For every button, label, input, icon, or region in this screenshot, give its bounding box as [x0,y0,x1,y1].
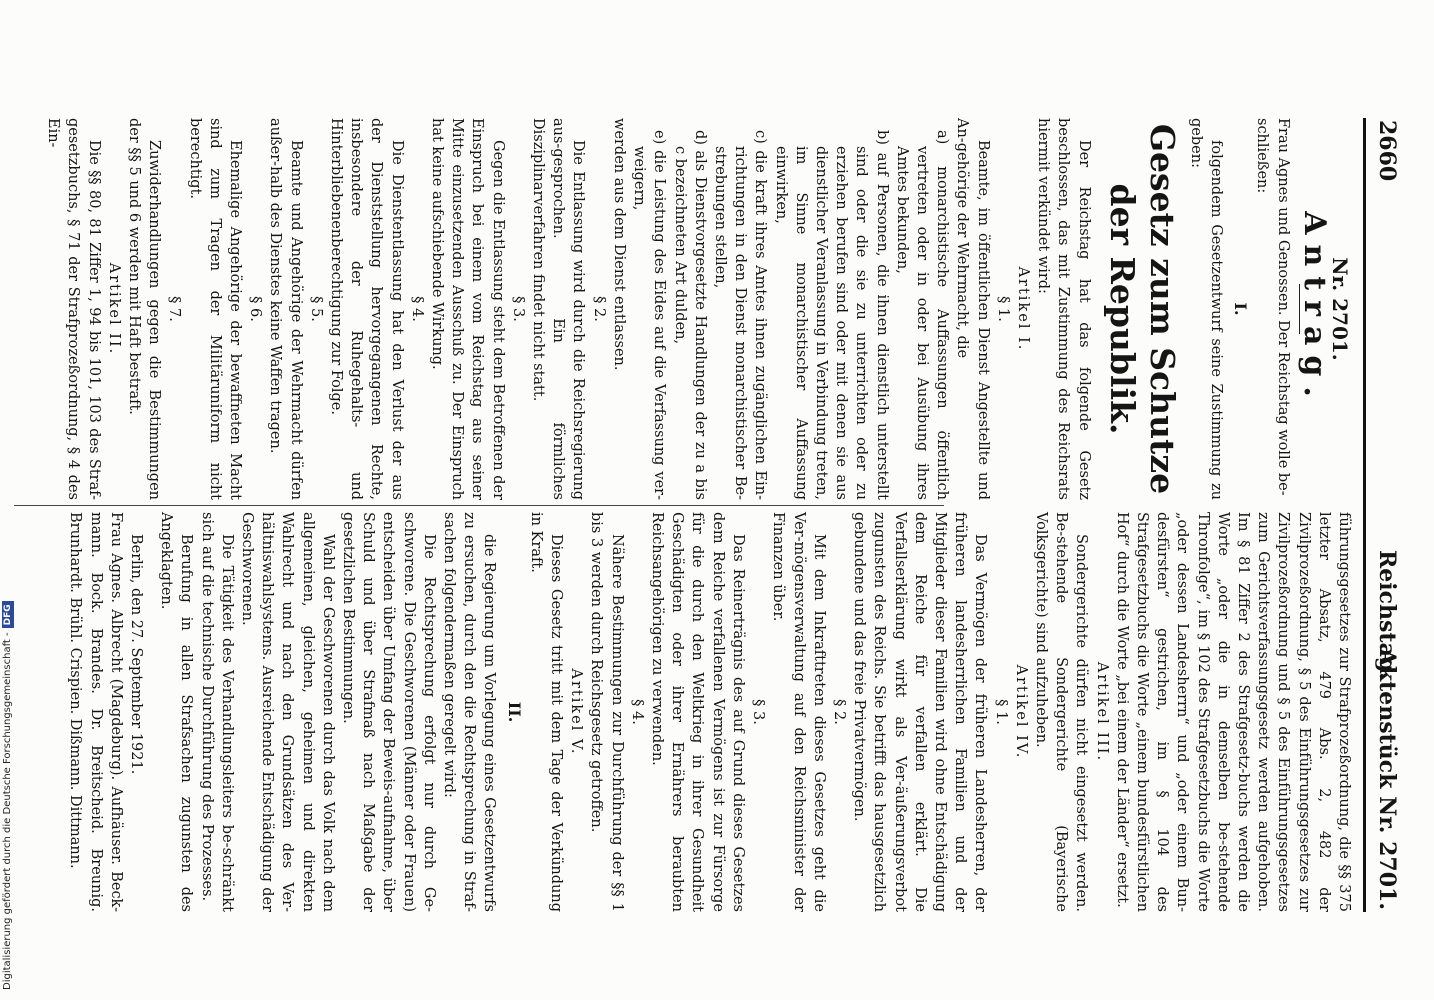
section-ii-point-3: Die Tätigkeit des Verhandlungsleiters be-schränkt sich auf die technische Durchführung des Prozesses. [198,512,235,912]
art4-para-2-heading: § 2. [830,699,847,725]
list-item-e: e) die Leistung des Eides auf die Verfassung ver-weigern, [631,130,668,500]
para-1-end: werden aus dem Dienst entlassen. [610,118,627,371]
art4-para-1-text: Das Vermögen der früheren Landesherren, der früheren landesherrlichen Familien und der Mitglieder dieser Familien wird ohne Entschädigung dem Reiche für verfallen erklärt. Die Verfallserklärung wirkt als Ver-äußerungsverbot zugunsten des Reichs. Sie betrifft das hausgesetzlich gebundene und das freie Privatvermögen. [851,512,989,912]
intro-line-2: schließen: [1254,118,1271,194]
header-rule [1363,118,1366,912]
para-6-heading: § 6. [247,296,264,322]
art4-para-3-text: Das Reinerträgnis des auf Grund dieses Gesetzes dem Reiche verfallenen Vermögens ist zur Fürsorge für die durch den Weltkrieg in ihrer Gesundheit Geschädigten oder ihrer Ernährers beraubten Reichsangehörigen zu verwenden. [649,512,746,912]
section-ii: II. [504,701,524,723]
article-5-heading: Artikel V. [568,668,585,756]
para-3-heading: § 3. [509,296,526,322]
art4-para-3-heading: § 3. [750,699,767,725]
para-6-text: Ehemalige Angehörige der bewaffneten Macht sind zum Tragen der Militäruniform nicht berechtigt. [186,118,244,500]
digitization-note [2,601,14,990]
preamble: Der Reichstag hat das folgende Gesetz beschlossen, das mit Zustimmung des Reichsrats hiermit verkündet wird: [1035,118,1092,500]
column-divider [14,505,944,506]
intro-2: folgendem Gesetzentwurf seine Zustimmung zu geben: [1187,118,1224,500]
right-column [65,512,1354,912]
section-ii-point-4: Berufung in allen Strafsachen zugunsten des Angeklagten. [158,512,195,912]
para-3-text: Gegen die Entlassung steht dem Betroffenen der Einspruch bei einem vom Reichstag aus seiner Mitte einzusetzenden Ausschuß zu. Der Einspruch hat keine aufschiebende Wirkung. [429,118,506,500]
para-2-text: Die Entlassung wird durch die Reichsregierung aus-gesprochen. Ein förmliches Disziplinarverfahren findet nicht statt. [530,118,587,500]
para-5-heading: § 5. [307,296,324,322]
page-header [1370,120,1400,910]
art4-para-4-heading: § 4. [628,699,645,725]
list-item-c: c) die kraft ihres Amtes ihnen zugänglichen Ein-richtungen in den Dienst monarchistischer Be-strebungen stellen, [711,130,769,500]
page-number: 2660 [1374,120,1400,182]
article-1-heading: Artikel I. [1014,266,1031,352]
intro-line-1: Frau Agnes und Genossen. Der Reichstag wolle be- [1274,118,1291,496]
para-1-heading: § 1. [994,296,1011,322]
article-2-text: Die §§ 80, 81 Ziffer 1, 94 bis 101, 103 des Straf-gesetzbuchs, § 71 der Strafprozeßordnung, § 4 des Ein- [45,118,102,500]
para-7-text: Zuwiderhandlungen gegen die Bestimmungen der §§ 5 und 6 werden mit Haft bestraft. [126,118,163,500]
art4-para-2-text: Mit dem Inkrafttreten dieses Gesetzes geht die Ver-mögensverwaltung auf den Reichsminister der Finanzen über. [770,512,827,912]
art4-para-4-text: Nähere Bestimmungen zur Durchführung der §§ 1 bis 3 werden durch Reichsgesetz getroffen. [588,512,625,912]
header-center: Reichstag. [1374,550,1400,680]
article-5-text: Dieses Gesetz tritt mit dem Tage der Verkündung in Kraft. [527,512,565,912]
para-4-heading: § 4. [408,296,425,322]
art4-para-1-heading: § 1. [992,699,1009,725]
date-line: Berlin, den 27. September 1921. [128,534,145,775]
list-item-d: d) als Dienstvorgesetzte Handlungen der zu a bis c bezeichneten Art dulden, [671,130,708,500]
left-column [43,118,1354,500]
section-i: I. [1231,302,1251,316]
article-2-heading: Artikel II. [105,262,122,356]
para-1-text: Beamte, im öffentlichen Dienst Angestellte und An-gehörige der Wehrmacht, die [954,118,991,500]
antrag-heading: Antrag. [1296,211,1332,407]
article-4-heading: Artikel IV. [1012,664,1029,760]
para-5-text: Beamte und Angehörige der Wehrmacht dürfen außer-halb des Dienstes keine Waffen tragen. [267,118,304,500]
article-3-heading: Artikel III. [1093,661,1110,763]
section-ii-point-1: Die Rechtsprechung erfolgt nur durch Ge-schworene. Die Geschworenen (Männer oder Frauen) entscheiden über Umfang der Beweis-aufnahme, über Schuld und über Strafmaß nach Maßgabe der gesetzlichen Bestimmungen. [340,512,437,912]
para-7-heading: § 7. [166,296,183,322]
para-2-heading: § 2. [590,296,607,322]
para-4-text: Die Dienstentlassung hat den Verlust der aus der Dienststellung hervorgegangenen Rechte, insbesondere der Ruhegehalts- und Hinterbliebenenberechtigung zur Folge. [328,118,405,500]
section-ii-text: die Regierung um Vorlegung eines Gesetzentwurfs zu ersuchen, durch den die Rechtsprechung in Straf-sachen folgendermaßen geregelt wird: [441,512,498,912]
section-ii-point-2: Wahl der Geschworenen durch das Volk nach dem allgemeinen, gleichen, geheimen und direkten Wahlrecht und nach den Grundsätzen des Ver-hältniswahlsystems. Ausreichende Entschädigung der Geschworenen. [239,512,336,912]
law-title: Gesetz zum Schutze der Republik. [1102,123,1182,495]
article-3-text: Sondergerichte dürfen nicht eingesetzt werden. Be-stehende Sondergerichte (Bayerische Volksgerichte) sind aufzuheben. [1032,512,1090,912]
list-item-b: b) auf Personen, die ihnen dienstlich unterstellt sind oder die sie zu unterrichten oder zu erziehen berufen sind oder mit denen sie aus dienstlicher Veranlassung in Verbindung treten, im Sinne monarchistischer Auffassung einwirken, [772,130,890,500]
dfg-logo: DFG [2,601,14,628]
list-item-a: a) monarchistische Auffassungen öffentlich vertreten oder in oder bei Ausübung ihres Amtes bekunden, [893,130,951,500]
document-number: Nr. 2701. [1328,257,1352,361]
header-right: Aktenstück Nr. 2701. [1374,648,1400,910]
signatories: Frau Agnes. Albrecht (Magdeburg). Aufhäuser. Beck-mann. Bock. Brandes. Dr. Breitscheid. Breunig. Brunhardt. Brühl. Crispien. Dißmann. Dittmann. [67,512,124,912]
digitization-text: Digitalisierung gefördert durch die Deutsche Forschungsgemeinschaft - [2,632,13,990]
article-2-continued: führungsgesetzes zur Strafprozeßordnung, die §§ 375 letzter Absatz, 479 Abs. 2, 482 der Zivilprozeßordnung, § 5 des Einführungsgesetzes zur Zivilprozeßordnung und § 5 des Einführungsgesetzes zum Gerichtsverfassungsgesetz werden aufgehoben. Im § 81 Ziffer 2 des Strafgesetz-buchs werden die Worte „oder die in demselben be-stehende Thronfolge“, im § 102 des Strafgesetzbuchs die Worte „oder dessen Landesherrn“ und „oder einem Bun-desfürsten“ gestrichen, im § 104 des Strafgesetzbuchs die Worte „einem bundesfürstlichen Hof“ durch die Worte „bei einem der Länder“ ersetzt. [1113,512,1352,912]
